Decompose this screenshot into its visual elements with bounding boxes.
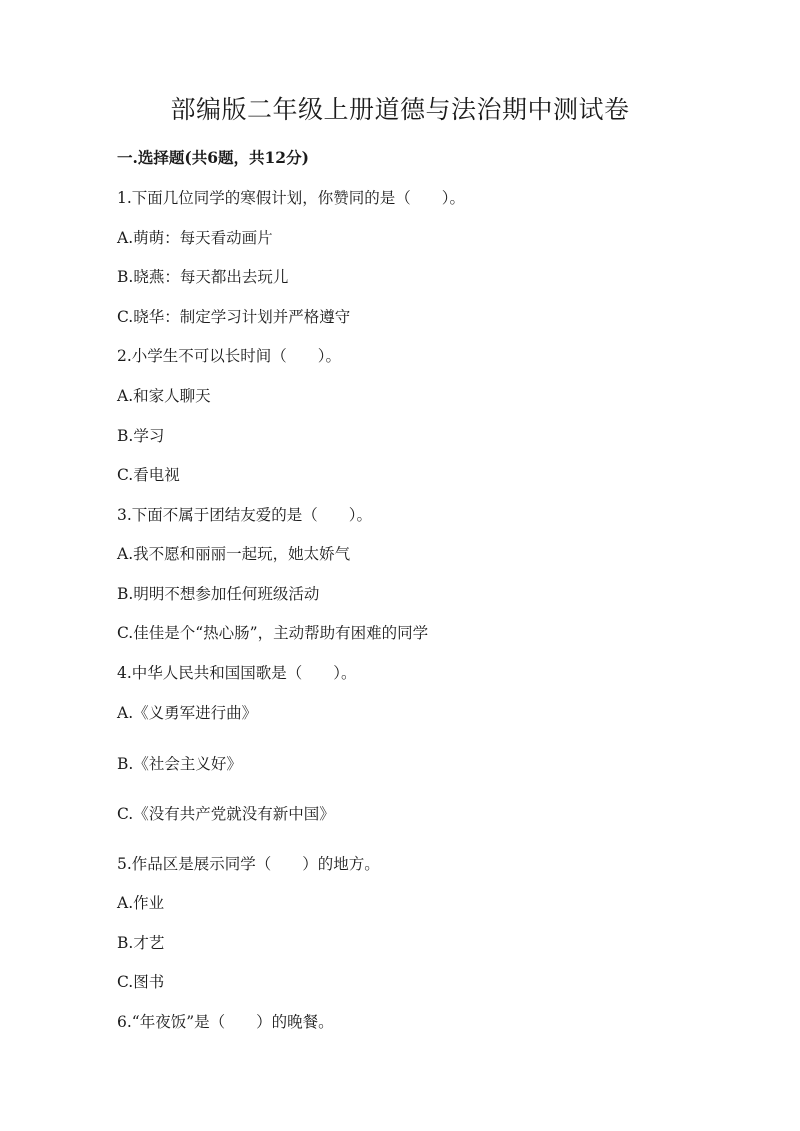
question-6-stem: 6.“年夜饭”是（ ）的晚餐。 [117,1013,334,1031]
question-1-stem: 1.下面几位同学的寒假计划，你赞同的是（ ）。 [117,189,466,207]
question-3-option-a: A.我不愿和丽丽一起玩，她太娇气 [117,545,351,563]
question-3-option-c: C.佳佳是个“热心肠”，主动帮助有困难的同学 [117,624,429,642]
page-title: 部编版二年级上册道德与法治期中测试卷 [170,95,630,124]
question-5-stem: 5.作品区是展示同学（ ）的地方。 [117,855,380,873]
question-1-option-a: A.萌萌：每天看动画片 [117,229,273,247]
question-5-option-b: B.才艺 [117,934,165,952]
question-1-option-c: C.晓华：制定学习计划并严格遵守 [117,308,351,326]
question-5-option-c: C.图书 [117,973,165,991]
question-3-option-b: B.明明不想参加任何班级活动 [117,585,320,603]
question-2-stem: 2.小学生不可以长时间（ ）。 [117,347,342,365]
question-4-option-c: C.《没有共产党就没有新中国》 [117,805,335,823]
question-1-option-b: B.晓燕：每天都出去玩儿 [117,268,289,286]
question-2-option-b: B.学习 [117,427,165,445]
question-4-option-b: B.《社会主义好》 [117,755,242,773]
question-4-stem: 4.中华人民共和国国歌是（ ）。 [117,664,357,682]
question-2-option-a: A.和家人聊天 [117,387,211,405]
question-4-option-a: A.《义勇军进行曲》 [117,704,258,722]
section-heading: 一.选择题(共6题，共12分) [117,148,309,167]
question-2-option-c: C.看电视 [117,466,180,484]
question-3-stem: 3.下面不属于团结友爱的是（ ）。 [117,506,373,524]
question-5-option-a: A.作业 [117,894,165,912]
